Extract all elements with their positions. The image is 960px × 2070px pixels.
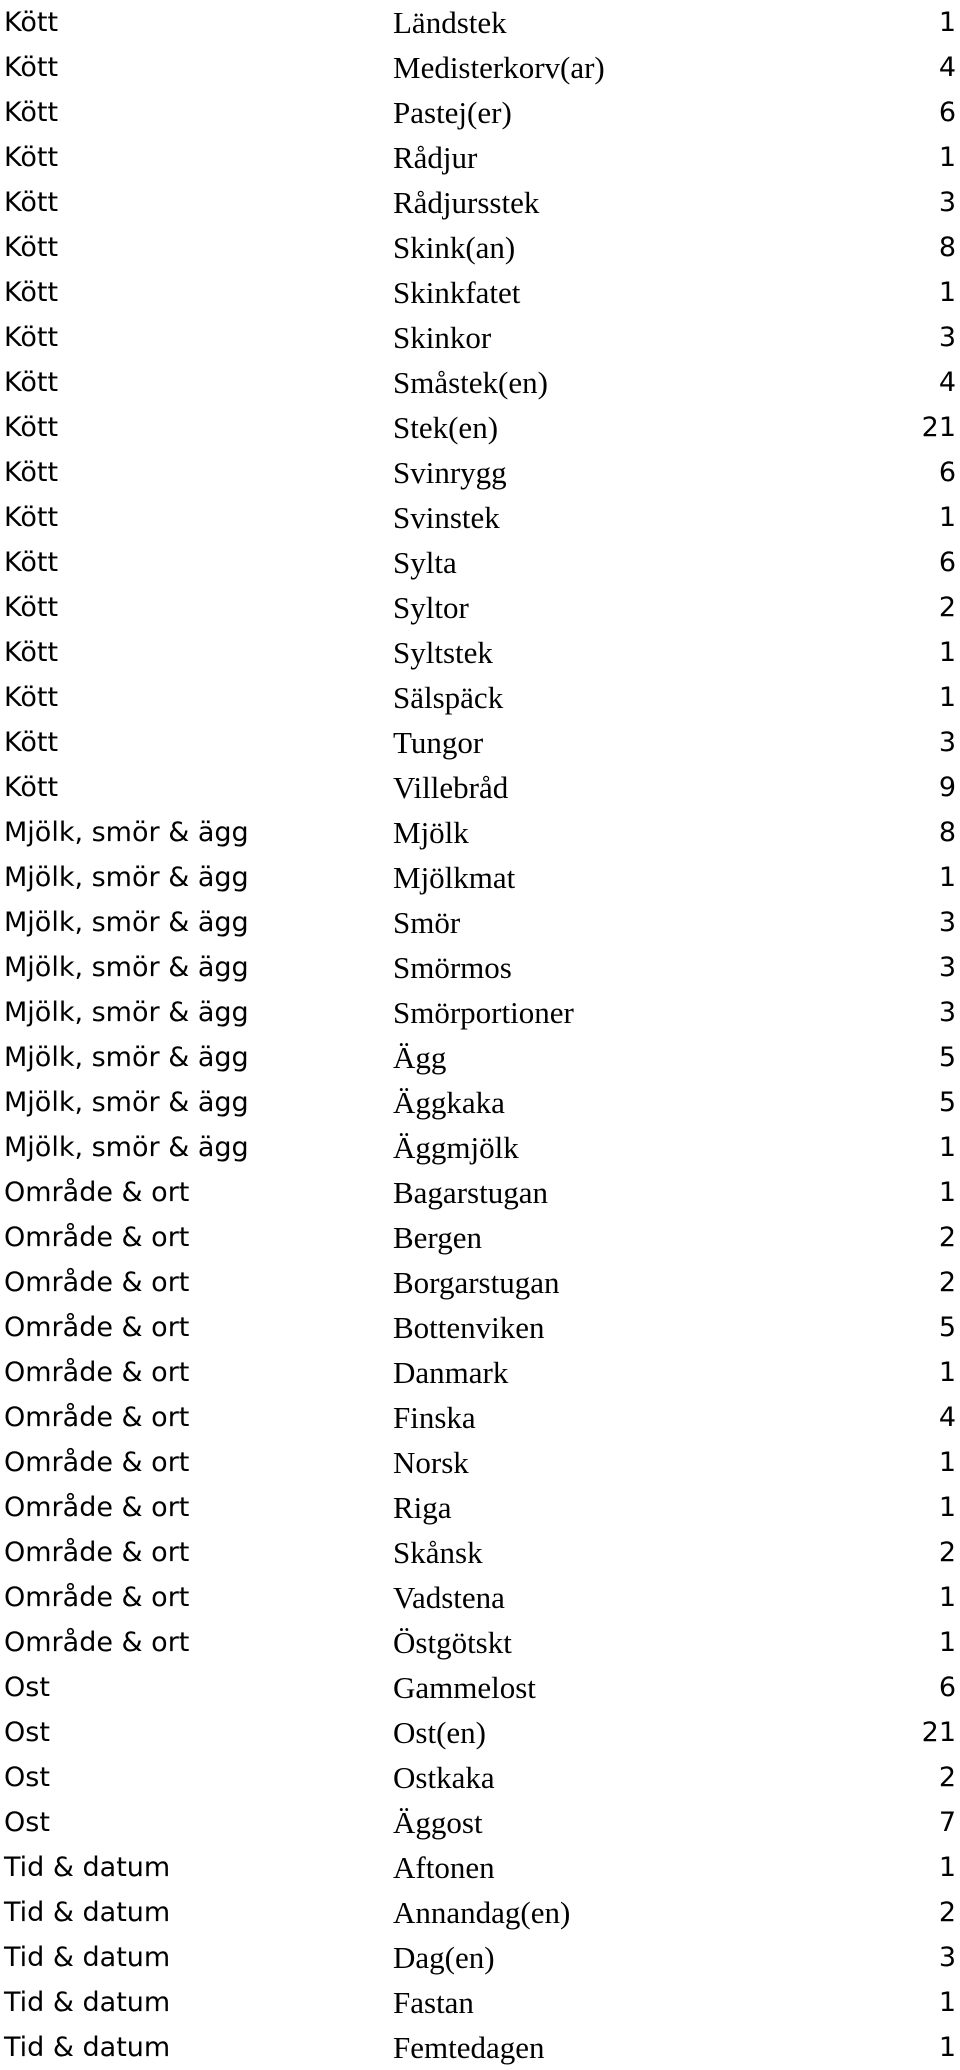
table-row xyxy=(0,180,960,225)
table-row xyxy=(0,1755,960,1800)
category-cell: Område & ort xyxy=(4,1267,190,1298)
count-cell: 1 xyxy=(938,682,956,713)
table-row xyxy=(0,0,960,45)
count-cell: 1 xyxy=(938,1447,956,1478)
count-cell: 6 xyxy=(938,457,956,488)
count-cell: 2 xyxy=(938,1537,956,1568)
count-cell: 2 xyxy=(938,1222,956,1253)
category-cell: Kött xyxy=(4,682,59,713)
item-cell: Villebråd xyxy=(393,770,509,805)
table-row xyxy=(0,630,960,675)
item-cell: Danmark xyxy=(393,1355,509,1390)
table-row xyxy=(0,1935,960,1980)
table-row xyxy=(0,225,960,270)
table-row xyxy=(0,1890,960,1935)
count-cell: 3 xyxy=(938,997,956,1028)
item-cell: Bergen xyxy=(393,1220,482,1255)
table-row xyxy=(0,810,960,855)
item-cell: Skink(an) xyxy=(393,230,516,265)
count-cell: 1 xyxy=(938,637,956,668)
count-cell: 3 xyxy=(938,907,956,938)
category-cell: Tid & datum xyxy=(4,1942,171,1973)
table-row xyxy=(0,405,960,450)
item-cell: Östgötskt xyxy=(393,1625,512,1660)
table-row xyxy=(0,1260,960,1305)
table-row xyxy=(0,1710,960,1755)
item-cell: Äggkaka xyxy=(393,1085,505,1120)
category-cell: Tid & datum xyxy=(4,1987,171,2018)
table-row xyxy=(0,900,960,945)
count-cell: 3 xyxy=(938,952,956,983)
count-cell: 1 xyxy=(938,142,956,173)
category-cell: Mjölk, smör & ägg xyxy=(4,997,249,1028)
count-cell: 6 xyxy=(938,1672,956,1703)
table-row xyxy=(0,1125,960,1170)
category-cell: Mjölk, smör & ägg xyxy=(4,817,249,848)
count-cell: 5 xyxy=(938,1312,956,1343)
table-row xyxy=(0,135,960,180)
table-row xyxy=(0,585,960,630)
category-cell: Område & ort xyxy=(4,1312,190,1343)
category-cell: Kött xyxy=(4,637,59,668)
category-cell: Tid & datum xyxy=(4,1897,171,1928)
table-row xyxy=(0,450,960,495)
category-cell: Område & ort xyxy=(4,1582,190,1613)
category-cell: Område & ort xyxy=(4,1447,190,1478)
item-cell: Mjölk xyxy=(393,815,469,850)
table-row xyxy=(0,1800,960,1845)
table-row xyxy=(0,1665,960,1710)
table-row xyxy=(0,540,960,585)
table-row xyxy=(0,90,960,135)
category-cell: Kött xyxy=(4,322,59,353)
category-cell: Kött xyxy=(4,592,59,623)
table-row xyxy=(0,1080,960,1125)
category-cell: Kött xyxy=(4,232,59,263)
count-cell: 1 xyxy=(938,502,956,533)
category-cell: Område & ort xyxy=(4,1357,190,1388)
category-cell: Tid & datum xyxy=(4,2032,171,2063)
category-cell: Kött xyxy=(4,772,59,803)
item-cell: Rådjursstek xyxy=(393,185,540,220)
category-cell: Kött xyxy=(4,187,59,218)
table-row xyxy=(0,1305,960,1350)
category-cell: Mjölk, smör & ägg xyxy=(4,862,249,893)
table-row xyxy=(0,675,960,720)
table-row xyxy=(0,855,960,900)
item-cell: Finska xyxy=(393,1400,476,1435)
category-cell: Kött xyxy=(4,502,59,533)
category-cell: Mjölk, smör & ägg xyxy=(4,1087,249,1118)
count-cell: 2 xyxy=(938,1897,956,1928)
item-cell: Skinkfatet xyxy=(393,275,521,310)
item-cell: Ägg xyxy=(393,1040,447,1075)
item-cell: Mjölkmat xyxy=(393,860,516,895)
table-row xyxy=(0,1440,960,1485)
table-row xyxy=(0,720,960,765)
category-cell: Kött xyxy=(4,277,59,308)
count-cell: 4 xyxy=(938,52,956,83)
item-cell: Ost(en) xyxy=(393,1715,486,1750)
table-row xyxy=(0,270,960,315)
category-cell: Kött xyxy=(4,547,59,578)
category-cell: Kött xyxy=(4,367,59,398)
count-cell: 1 xyxy=(938,1177,956,1208)
count-cell: 1 xyxy=(938,1987,956,2018)
category-cell: Kött xyxy=(4,457,59,488)
count-cell: 4 xyxy=(938,367,956,398)
count-cell: 5 xyxy=(938,1087,956,1118)
category-cell: Område & ort xyxy=(4,1222,190,1253)
category-cell: Område & ort xyxy=(4,1537,190,1568)
count-cell: 6 xyxy=(938,97,956,128)
category-cell: Ost xyxy=(4,1717,50,1748)
item-cell: Ländstek xyxy=(393,5,507,40)
item-cell: Rådjur xyxy=(393,140,478,175)
item-cell: Svinrygg xyxy=(393,455,507,490)
item-cell: Bottenviken xyxy=(393,1310,545,1345)
count-cell: 1 xyxy=(938,7,956,38)
item-cell: Syltstek xyxy=(393,635,493,670)
item-cell: Syltor xyxy=(393,590,469,625)
item-cell: Gammelost xyxy=(393,1670,536,1705)
item-cell: Svinstek xyxy=(393,500,500,535)
item-cell: Aftonen xyxy=(393,1850,495,1885)
category-cell: Tid & datum xyxy=(4,1852,171,1883)
item-cell: Småstek(en) xyxy=(393,365,548,400)
table-row xyxy=(0,1215,960,1260)
item-cell: Vadstena xyxy=(393,1580,505,1615)
category-cell: Område & ort xyxy=(4,1402,190,1433)
category-cell: Kött xyxy=(4,7,59,38)
item-cell: Borgarstugan xyxy=(393,1265,560,1300)
count-cell: 21 xyxy=(921,1717,956,1748)
item-cell: Bagarstugan xyxy=(393,1175,548,1210)
count-cell: 1 xyxy=(938,1852,956,1883)
category-cell: Ost xyxy=(4,1762,50,1793)
category-cell: Kött xyxy=(4,412,59,443)
count-cell: 2 xyxy=(938,592,956,623)
count-cell: 8 xyxy=(938,232,956,263)
table-row xyxy=(0,1350,960,1395)
table-row xyxy=(0,315,960,360)
category-cell: Mjölk, smör & ägg xyxy=(4,907,249,938)
item-cell: Annandag(en) xyxy=(393,1895,571,1930)
table-row xyxy=(0,1530,960,1575)
item-cell: Smörmos xyxy=(393,950,512,985)
count-cell: 1 xyxy=(938,1582,956,1613)
table-row xyxy=(0,1980,960,2025)
item-cell: Tungor xyxy=(393,725,484,760)
category-cell: Kött xyxy=(4,97,59,128)
table-row xyxy=(0,990,960,1035)
table-row xyxy=(0,1170,960,1215)
item-cell: Skånsk xyxy=(393,1535,483,1570)
item-cell: Ostkaka xyxy=(393,1760,495,1795)
count-cell: 3 xyxy=(938,187,956,218)
count-cell: 3 xyxy=(938,1942,956,1973)
count-cell: 4 xyxy=(938,1402,956,1433)
count-cell: 9 xyxy=(938,772,956,803)
table-row xyxy=(0,1035,960,1080)
table-row xyxy=(0,945,960,990)
table-row xyxy=(0,360,960,405)
table-row xyxy=(0,765,960,810)
category-cell: Område & ort xyxy=(4,1627,190,1658)
item-cell: Riga xyxy=(393,1490,452,1525)
item-cell: Femtedagen xyxy=(393,2030,545,2065)
count-cell: 7 xyxy=(938,1807,956,1838)
table-row xyxy=(0,45,960,90)
table-row xyxy=(0,1575,960,1620)
item-cell: Sälspäck xyxy=(393,680,504,715)
table-row xyxy=(0,2025,960,2070)
count-cell: 2 xyxy=(938,1762,956,1793)
item-cell: Äggost xyxy=(393,1805,483,1840)
category-cell: Kött xyxy=(4,727,59,758)
item-cell: Pastej(er) xyxy=(393,95,512,130)
count-cell: 1 xyxy=(938,862,956,893)
item-cell: Äggmjölk xyxy=(393,1130,519,1165)
table-row xyxy=(0,495,960,540)
category-cell: Mjölk, smör & ägg xyxy=(4,952,249,983)
item-cell: Fastan xyxy=(393,1985,474,2020)
category-cell: Mjölk, smör & ägg xyxy=(4,1042,249,1073)
category-cell: Kött xyxy=(4,142,59,173)
count-cell: 3 xyxy=(938,322,956,353)
count-cell: 21 xyxy=(921,412,956,443)
category-cell: Mjölk, smör & ägg xyxy=(4,1132,249,1163)
category-cell: Ost xyxy=(4,1807,50,1838)
count-cell: 2 xyxy=(938,1267,956,1298)
table-row xyxy=(0,1620,960,1665)
category-cell: Område & ort xyxy=(4,1492,190,1523)
count-cell: 1 xyxy=(938,1357,956,1388)
table-row xyxy=(0,1485,960,1530)
count-cell: 1 xyxy=(938,1492,956,1523)
count-cell: 6 xyxy=(938,547,956,578)
item-cell: Dag(en) xyxy=(393,1940,495,1975)
category-cell: Kött xyxy=(4,52,59,83)
count-cell: 1 xyxy=(938,277,956,308)
item-cell: Norsk xyxy=(393,1445,469,1480)
count-cell: 1 xyxy=(938,1627,956,1658)
item-cell: Smörportioner xyxy=(393,995,574,1030)
count-cell: 1 xyxy=(938,2032,956,2063)
item-cell: Skinkor xyxy=(393,320,492,355)
item-cell: Smör xyxy=(393,905,461,940)
count-cell: 1 xyxy=(938,1132,956,1163)
table-row xyxy=(0,1845,960,1890)
item-cell: Sylta xyxy=(393,545,457,580)
table-row xyxy=(0,1395,960,1440)
count-cell: 8 xyxy=(938,817,956,848)
count-cell: 5 xyxy=(938,1042,956,1073)
category-cell: Ost xyxy=(4,1672,50,1703)
item-cell: Stek(en) xyxy=(393,410,499,445)
count-cell: 3 xyxy=(938,727,956,758)
item-cell: Medisterkorv(ar) xyxy=(393,50,605,85)
category-cell: Område & ort xyxy=(4,1177,190,1208)
